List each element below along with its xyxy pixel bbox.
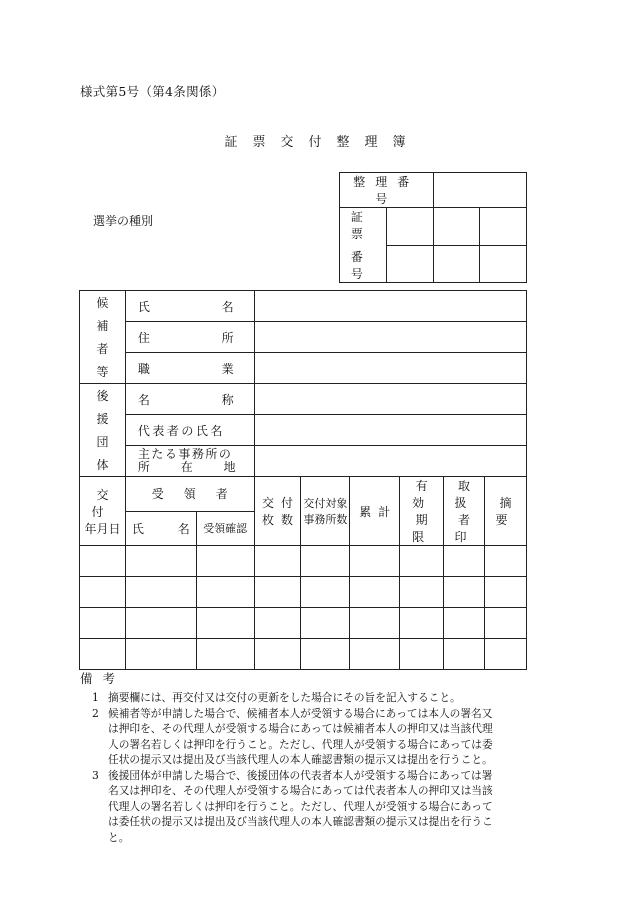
label-char: 氏 <box>137 299 150 314</box>
table-cell[interactable] <box>400 546 444 577</box>
candidate-address-label <box>125 322 254 353</box>
receipt-confirm-text: 受領確認 <box>203 522 248 536</box>
note-item <box>92 706 502 768</box>
table-cell[interactable] <box>444 577 485 608</box>
label-char: 名 <box>137 392 150 407</box>
table-cell[interactable] <box>196 608 254 639</box>
issue-count-header <box>254 477 301 546</box>
candidate-occupation-field[interactable] <box>254 353 526 384</box>
summary-header <box>485 477 527 546</box>
table-cell[interactable] <box>196 639 254 670</box>
label-char: 在 <box>180 460 193 474</box>
note-text: 候補者等が申請した場合で、候補者本人が受領する場合にあっては本人の署名又は押印を、その代理人が受領する場合にあっては候補者本人の押印又は当該代理人の署名若しくは押印を行うこと。ただし、代理人が受領する場合にあっては委任状の提示又は提出及び当該代理人の本人確認書類の提示又は提出を行うこと。 <box>108 706 493 766</box>
cumulative-header <box>350 477 400 546</box>
representative-field[interactable] <box>254 415 526 446</box>
certificate-field[interactable] <box>480 245 527 283</box>
office-text-line1: 主たる事務所の <box>137 447 233 461</box>
label-char: 職 <box>137 361 150 376</box>
handler-seal-header <box>444 477 485 546</box>
note-item <box>92 690 502 706</box>
table-cell[interactable] <box>301 639 350 670</box>
table-cell[interactable] <box>254 546 301 577</box>
management-number-label <box>340 173 434 208</box>
election-type-label: 選挙の種別 <box>93 214 154 228</box>
table-cell[interactable] <box>485 577 527 608</box>
certificate-number-label <box>340 208 387 283</box>
recipient-name-header <box>125 511 196 546</box>
certificate-label-line1: 証票 <box>350 210 375 241</box>
management-number-text: 整理番号 <box>353 175 420 206</box>
table-cell[interactable] <box>444 639 485 670</box>
representative-text: 代表者の氏名 <box>137 423 225 438</box>
representative-label <box>125 415 254 446</box>
table-cell[interactable] <box>485 546 527 577</box>
table-cell[interactable] <box>301 577 350 608</box>
table-cell[interactable] <box>125 577 196 608</box>
label-char: 住 <box>137 330 150 345</box>
note-number: 2 <box>92 706 99 720</box>
table-cell[interactable] <box>444 608 485 639</box>
table-cell[interactable] <box>301 608 350 639</box>
char: 者 <box>96 342 109 356</box>
char: 体 <box>96 458 109 472</box>
table-cell[interactable] <box>80 608 126 639</box>
table-cell[interactable] <box>196 546 254 577</box>
label-char: 名 <box>177 521 190 536</box>
handler-line1: 取扱 <box>454 479 478 510</box>
table-cell[interactable] <box>125 608 196 639</box>
recipient-header <box>125 477 254 512</box>
char: 後 <box>96 389 109 403</box>
char: 候 <box>96 296 109 310</box>
support-group-label <box>80 384 126 477</box>
table-cell[interactable] <box>125 546 196 577</box>
support-group-text <box>80 384 125 476</box>
table-row <box>80 608 527 639</box>
table-cell[interactable] <box>301 546 350 577</box>
certificate-field[interactable] <box>386 208 433 246</box>
table-cell[interactable] <box>350 577 400 608</box>
issue-count-line1: 交付 <box>262 496 301 510</box>
group-name-label <box>125 384 254 415</box>
certificate-field[interactable] <box>386 245 433 283</box>
cumulative-text: 累計 <box>359 504 398 519</box>
note-number: 1 <box>92 691 99 704</box>
table-row <box>80 639 527 670</box>
certificate-field[interactable] <box>433 245 480 283</box>
label-char: 称 <box>221 392 234 407</box>
table-cell[interactable] <box>80 639 126 670</box>
validity-line2: 期限 <box>412 513 435 544</box>
page-title: 証票交付整理簿 <box>224 135 421 150</box>
candidate-name-label <box>125 291 254 322</box>
table-cell[interactable] <box>254 577 301 608</box>
table-cell[interactable] <box>125 639 196 670</box>
table-cell[interactable] <box>80 546 126 577</box>
target-office-line1: 交付対象 <box>303 497 348 510</box>
table-cell[interactable] <box>196 577 254 608</box>
validity-header <box>400 477 444 546</box>
recipient-text: 受領者 <box>151 487 248 502</box>
handler-line2: 者印 <box>454 513 478 544</box>
validity-line1: 有効 <box>412 479 435 510</box>
management-number-field[interactable] <box>433 173 526 208</box>
table-cell[interactable] <box>350 546 400 577</box>
issue-date-line2: 年月日 <box>84 521 121 536</box>
summary-text: 摘要 <box>495 496 520 527</box>
table-cell[interactable] <box>254 608 301 639</box>
candidate-occupation-label <box>125 353 254 384</box>
note-number: 3 <box>92 768 99 782</box>
certificate-field[interactable] <box>480 208 527 246</box>
char: 援 <box>96 412 109 426</box>
candidate-group-label <box>80 291 126 384</box>
char: 団 <box>96 435 109 449</box>
office-location-field[interactable] <box>254 446 526 477</box>
issue-register-table <box>79 290 527 670</box>
char: 等 <box>96 365 109 379</box>
certificate-field[interactable] <box>433 208 480 246</box>
issue-count-line2: 枚数 <box>262 513 301 527</box>
note-text: 摘要欄には、再交付又は交付の更新をした場合にその旨を記入すること。 <box>108 691 461 704</box>
certificate-label-line2: 番号 <box>350 250 375 281</box>
table-cell[interactable] <box>350 608 400 639</box>
candidate-group-text <box>80 291 125 383</box>
label-char: 名 <box>221 299 234 314</box>
char: 補 <box>96 319 109 333</box>
note-text: 後援団体が申請した場合で、後援団体の代表者本人が受領する場合にあっては署名又は押印を、その代理人が受領する場合にあっては代表者本人の押印又は当該代理人の署名若しくは押印を行うこと。ただし、代理人が受領する場合にあっては委任状の提示又は提出及び当該代理人の本人確認書類の提示又は提出を行うこと。 <box>108 768 493 844</box>
target-office-line2: 事務所数 <box>303 513 348 526</box>
label-char: 氏 <box>131 521 144 536</box>
table-cell[interactable] <box>400 639 444 670</box>
table-cell[interactable] <box>400 577 444 608</box>
table-row <box>80 546 527 577</box>
table-cell[interactable] <box>444 546 485 577</box>
candidate-name-field[interactable] <box>254 291 526 322</box>
candidate-address-field[interactable] <box>254 322 526 353</box>
table-cell[interactable] <box>254 639 301 670</box>
group-name-field[interactable] <box>254 384 526 415</box>
note-item <box>92 768 502 846</box>
table-row <box>80 577 527 608</box>
receipt-confirm-header <box>196 511 254 546</box>
issue-date-header <box>80 477 126 546</box>
office-location-label <box>125 446 254 477</box>
issue-date-line1: 交付 <box>91 487 119 519</box>
form-number: 様式第5号（第4条関係） <box>80 84 225 99</box>
label-char: 所 <box>221 330 234 345</box>
target-office-header <box>301 477 350 546</box>
table-cell[interactable] <box>485 639 527 670</box>
label-char: 所 <box>137 460 150 474</box>
notes-heading: 備考 <box>80 671 126 686</box>
label-char: 業 <box>221 361 234 376</box>
table-cell[interactable] <box>400 608 444 639</box>
label-char: 地 <box>223 460 236 474</box>
table-cell[interactable] <box>485 608 527 639</box>
reference-number-box <box>339 172 527 283</box>
table-cell[interactable] <box>80 577 126 608</box>
notes-list <box>92 690 502 845</box>
table-cell[interactable] <box>350 639 400 670</box>
